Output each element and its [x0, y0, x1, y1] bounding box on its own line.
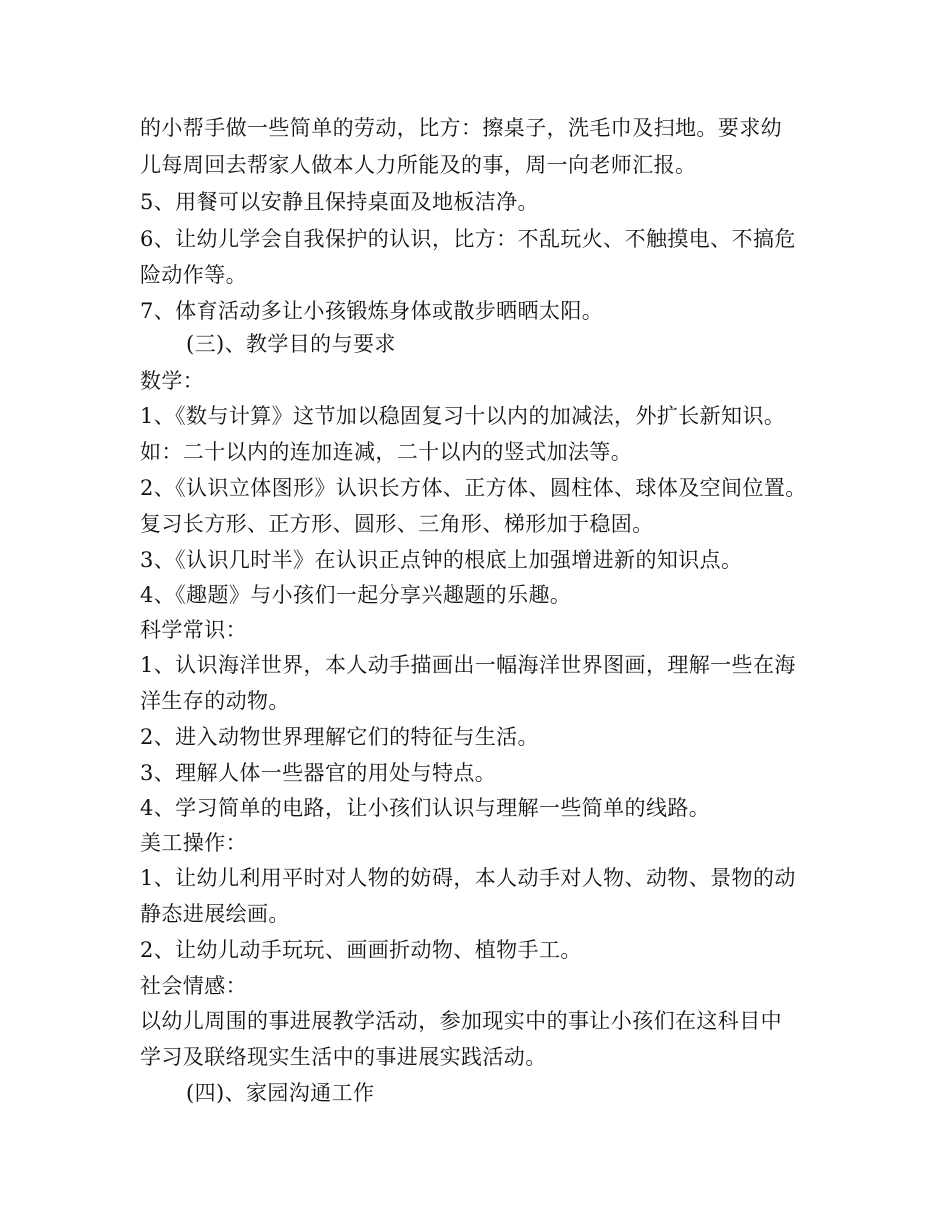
text-line: 3、《认识几时半》在认识正点钟的根底上加强增进新的知识点。: [140, 548, 743, 572]
text-line: 学习及联络现实生活中的事进展实践活动。: [140, 1045, 547, 1069]
text-line: 3、理解人体一些器官的用处与特点。: [140, 761, 497, 785]
text-line: 的小帮手做一些简单的劳动，比方：擦桌子，洗毛巾及扫地。要求幼: [140, 116, 782, 140]
text-line: 2、进入动物世界理解它们的特征与生活。: [140, 725, 539, 749]
subject-heading: 社会情感：: [140, 974, 247, 998]
text-line: 如：二十以内的连加连减，二十以内的竖式加法等。: [140, 440, 633, 464]
text-line: 7、体育活动多让小孩锻炼身体或散步晒晒太阳。: [140, 299, 604, 323]
subject-heading: 数学：: [140, 369, 205, 393]
text-line: 6、让幼儿学会自我保护的认识，比方：不乱玩火、不触摸电、不搞危: [140, 227, 796, 251]
text-line: 5、用餐可以安静且保持桌面及地板洁净。: [140, 190, 539, 214]
text-line: 儿每周回去帮家人做本人力所能及的事，周一向老师汇报。: [140, 153, 697, 177]
section-heading: (三)、教学目的与要求: [186, 332, 396, 356]
text-line: 2、《认识立体图形》认识长方体、正方体、圆柱体、球体及空间位置。: [140, 476, 807, 500]
text-line: 4、《趣题》与小孩们一起分享兴趣题的乐趣。: [140, 583, 572, 607]
text-line: 1、《数与计算》这节加以稳固复习十以内的加减法，外扩长新知识。: [140, 404, 786, 428]
text-line: 1、让幼儿利用平时对人物的妨碍，本人动手对人物、动物、景物的动: [140, 866, 796, 890]
subject-heading: 美工操作：: [140, 831, 247, 855]
text-line: 2、让幼儿动手玩玩、画画折动物、植物手工。: [140, 938, 582, 962]
text-line: 复习长方形、正方形、圆形、三角形、梯形加于稳固。: [140, 512, 654, 536]
text-line: 以幼儿周围的事进展教学活动，参加现实中的事让小孩们在这科目中: [140, 1009, 782, 1033]
text-line: 4、学习简单的电路，让小孩们认识与理解一些简单的线路。: [140, 796, 711, 820]
text-line: 险动作等。: [140, 263, 247, 287]
text-line: 1、认识海洋世界，本人动手描画出一幅海洋世界图画，理解一些在海: [140, 653, 796, 677]
subject-heading: 科学常识：: [140, 618, 247, 642]
text-line: 静态进展绘画。: [140, 902, 290, 926]
text-line: 洋生存的动物。: [140, 689, 290, 713]
section-heading: (四)、家园沟通工作: [186, 1081, 375, 1105]
